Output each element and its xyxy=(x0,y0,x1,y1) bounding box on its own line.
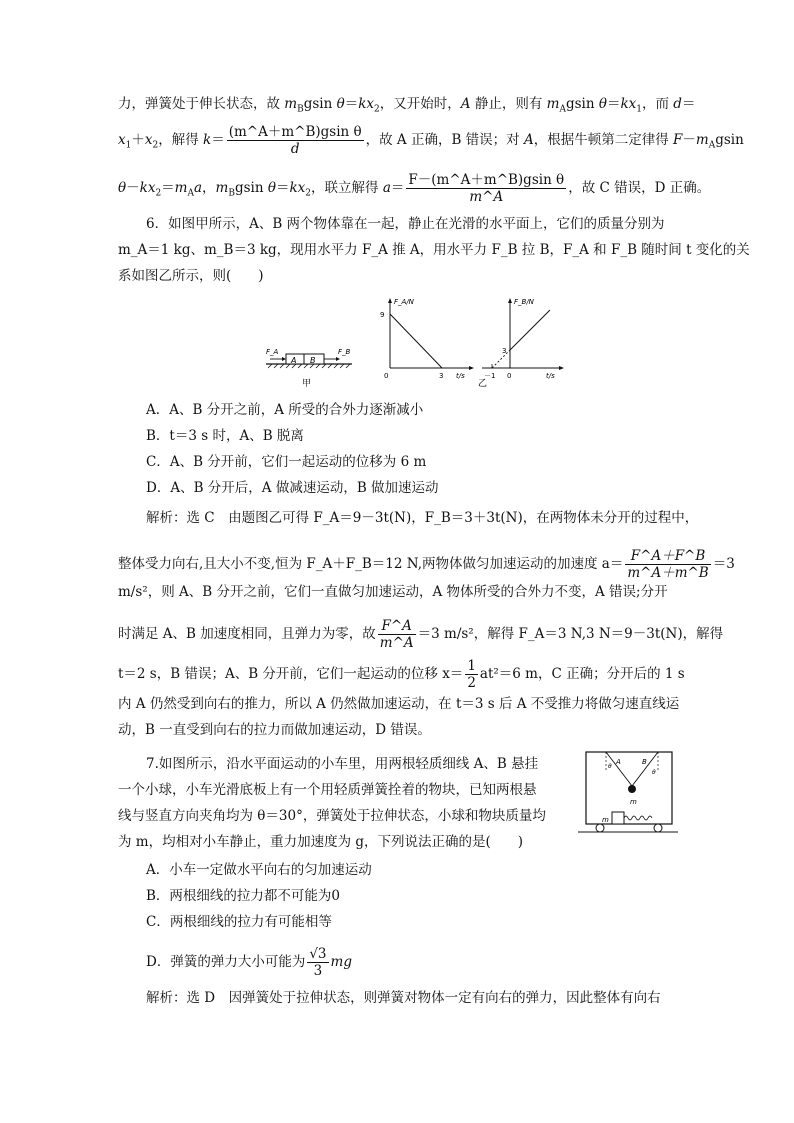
fraction-sqrt3: $\frac{√3}{3}$ xyxy=(309,946,327,979)
svg-text:乙: 乙 xyxy=(478,379,488,389)
svg-text:θ: θ xyxy=(652,769,656,776)
q6-option-d: D．A、B 分开后，A 做减速运动，B 做加速运动 xyxy=(146,480,439,496)
q6-line-2: m_A＝1 kg、m_B＝3 kg，现用水平力 F_A 推 A，用水平力 F_B 拉 B，F_A 和 F_B 随时间 t 变化的关 xyxy=(118,242,750,258)
fraction-fa-ma: $\frac{F\^{}A}{m\^{}A}$ xyxy=(379,618,414,651)
q6-option-b: B．t＝3 s 时，A、B 脱离 xyxy=(146,428,304,444)
ball xyxy=(628,785,636,793)
q6-line-3: 系如图乙所示，则( ) xyxy=(118,268,264,284)
q7-line-2: 一个小球，小车光滑底板上有一个用轻质弹簧拴着的物块，已知两根悬 xyxy=(118,782,537,798)
spring xyxy=(624,816,652,820)
fraction-k: $\frac{\text{(m\textasciicircum{}A＋m\textasciicircum{}B)gsin θ}}{d}$ xyxy=(228,124,362,157)
q7-line-1: 7.如图所示，沿水平面运动的小车里，用两根轻质细线 A、B 悬挂 xyxy=(146,756,539,772)
svg-text:m: m xyxy=(630,798,637,806)
svg-text:3: 3 xyxy=(439,372,444,380)
q7-line-4: 为 m，均相对小车静止，重力加速度为 g，下列说法正确的是( ) xyxy=(118,834,524,850)
fb-data-line xyxy=(510,310,550,350)
q6-figure xyxy=(260,294,570,394)
q7-solution-1: 解析：选 D 因弹簧处于拉伸状态，则弹簧对物体一定有向右的弹力，因此整体有向右 xyxy=(146,990,661,1006)
svg-text:甲: 甲 xyxy=(302,379,312,389)
svg-text:t/s: t/s xyxy=(546,372,555,380)
figure-jia xyxy=(266,348,352,389)
svg-text:θ: θ xyxy=(608,763,612,770)
q6-option-c: C．A、B 分开前，它们一起运动的位移为 6 m xyxy=(146,454,427,470)
svg-text:0: 0 xyxy=(384,372,389,380)
svg-text:9: 9 xyxy=(380,311,385,319)
solution-line-1: 力，弹簧处于伸长状态，故 $m_Bgsin$ $\theta=kx_2$，又开始时，A 静止，则有 $m_Agsin$ $\theta=kx_1$，而 d＝ xyxy=(118,96,696,115)
q6-solution-5: t＝2 s，B 错误；A、B 分开前，它们一起运动的位移 x＝ $\frac{1}{2}$ at²＝6 m，C 正确；分开后的 1 s xyxy=(118,658,685,691)
q7-figure xyxy=(572,748,684,838)
q6-solution-7: 动，B 一直受到向右的拉力而做加速运动，D 错误。 xyxy=(118,722,431,738)
graph-fa xyxy=(380,298,474,380)
wheel-right xyxy=(654,824,662,832)
q7-option-d: D．弹簧的弹力大小可能为 $\frac{√3}{3}$ mg xyxy=(146,946,352,979)
svg-text:m: m xyxy=(602,816,609,824)
svg-text:A: A xyxy=(291,356,297,365)
q6-solution-3: m/s²，则 A、B 分开之前，它们一直做匀加速运动，A 物体所受的合外力不变，A 错误;分开 xyxy=(118,584,668,600)
solution-line-2: $x_1+x_2$，解得 k＝ $\frac{\text{(m\textasciicircum{}A＋m\textasciicircum{}B)gsin θ}}{d}$ ，故 A 正确，B 错误；对 A，根据牛顿第二定律得 $F-m_Agsin$ xyxy=(118,124,744,157)
svg-text:F_A/N: F_A/N xyxy=(394,298,414,306)
q6-solution-6: 内 A 仍然受到向右的推力，所以 A 仍然做加速运动，在 t＝3 s 后 A 不受推力将做匀速直线运 xyxy=(118,696,680,712)
q6-solution-1: 解析：选 C 由题图乙可得 F_A＝9－3t(N)，F_B＝3＋3t(N)，在两物体未分开的过程中， xyxy=(146,510,699,526)
svg-text:t/s: t/s xyxy=(456,372,465,380)
svg-text:F_A: F_A xyxy=(266,348,279,356)
svg-text:B: B xyxy=(642,758,647,766)
fraction-accel: $\frac{F\^{}A+F\^{}B}{m\^{}A+m\^{}B}$ xyxy=(627,548,709,581)
svg-text:F_B: F_B xyxy=(338,348,351,356)
solution-line-3: $\theta-kx_2=m_Aa$，$m_Bgsin$ $\theta=kx_2$，联立解得 a＝ $\frac{\text{F－(m\textasciicircum{}A＋m\textasciicircum{}B)gsin θ}}{m\^{}A}$ ，故 C 错误，D 正确。 xyxy=(118,172,711,205)
fa-data-line xyxy=(390,314,442,368)
wheel-left xyxy=(596,824,604,832)
q7-option-a: A．小车一定做水平向右的匀加速运动 xyxy=(146,862,372,878)
fraction-a: $\frac{\text{F－(m\textasciicircum{}A＋m\textasciicircum{}B)gsin θ}}{m\^{}A}$ xyxy=(408,172,565,205)
q6-option-a: A．A、B 分开之前，A 所受的合外力逐渐减小 xyxy=(146,402,424,418)
graph-fb xyxy=(478,298,564,389)
q7-line-3: 线与竖直方向夹角均为 θ＝30°，弹簧处于拉伸状态，小球和物块质量均 xyxy=(118,808,546,824)
svg-text:A: A xyxy=(616,758,621,766)
q6-solution-4: 时满足 A、B 加速度相同，且弹力为零，故 $\frac{F\^{}A}{m\^{}A}$ ＝3 m/s²，解得 F_A＝3 N,3 N＝9－3t(N)，解得 xyxy=(118,618,724,651)
svg-text:3: 3 xyxy=(502,347,507,355)
svg-text:－1: －1 xyxy=(484,372,496,380)
q6-line-1: 6．如图甲所示，A、B 两个物体靠在一起，静止在光滑的水平面上，它们的质量分别为 xyxy=(146,216,665,232)
fraction-half: $\frac{1}{2}$ xyxy=(467,658,476,691)
q6-solution-2: 整体受力向右,且大小不变,恒为 F_A＋F_B＝12 N,两物体做匀加速运动的加速度 a＝ $\frac{F\^{}A+F\^{}B}{m\^{}A+m\^{}B}$ ＝3 xyxy=(118,548,735,581)
svg-text:0: 0 xyxy=(507,372,512,380)
q7-option-b: B．两根细线的拉力都不可能为0 xyxy=(146,888,341,904)
svg-text:B: B xyxy=(310,356,316,365)
block xyxy=(612,812,624,824)
svg-text:F_B/N: F_B/N xyxy=(514,298,534,306)
fb-dashed-line xyxy=(492,350,510,368)
q7-option-c: C．两根细线的拉力有可能相等 xyxy=(146,914,332,930)
